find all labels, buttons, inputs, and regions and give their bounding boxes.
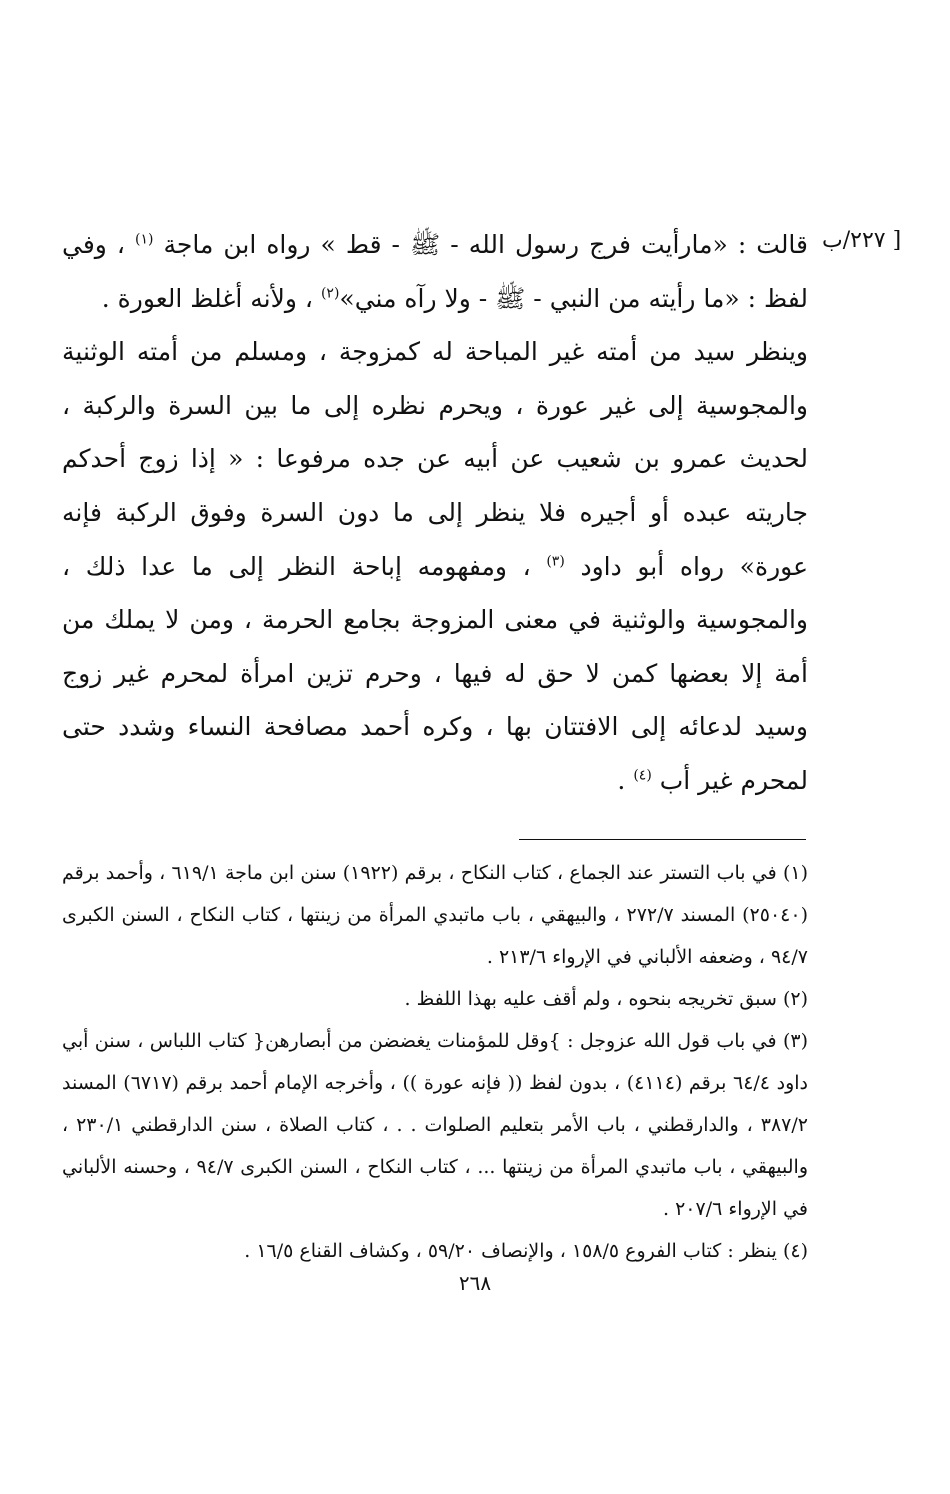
manuscript-folio-marker: [ ٢٢٧/ب (822, 228, 902, 253)
footnotes (62, 852, 808, 1272)
footnote-number: (١) (782, 862, 809, 884)
footnote-text: ينظر : كتاب الفروع ١٥٨/٥ ، والإنصاف ٥٩/٢٠ ، وكشاف القناع ١٦/٥ . (244, 1240, 777, 1262)
footnote-number: (٤) (782, 1240, 808, 1262)
paragraph-text: ، ولأنه أغلظ العورة . (101, 283, 321, 313)
footnote (62, 978, 808, 1020)
footnote-number: (٢) (782, 988, 808, 1010)
paragraph-text: ، ومفهومه إباحة النظر إلى ما عدا ذلك ، والمجوسية والوثنية في معنى المزوجة بجامع الحرمة ، ومن لا يملك من أمة إلا بعضها كمن لا حق له فيها ، وحرم تزين امرأة لمحرم غير زوج وسيد لدعائه إلى الافتتان بها ، وكره أحمد مصافحة النساء وشدد حتى لمحرم غير أب (62, 551, 808, 795)
footnote-ref: (٢) (320, 285, 340, 302)
page-number: ٢٦٨ (458, 1271, 492, 1295)
footnote-number: (٣) (782, 1030, 808, 1052)
footnote-ref: (١) (134, 231, 154, 248)
paragraph-text: قالت : «مارأيت فرج رسول الله - ﷺ - قط » رواه ابن ماجة (153, 230, 809, 259)
paragraph (62, 325, 808, 807)
footnote (62, 1020, 808, 1230)
footnote-text: في باب قول الله عزوجل : }وقل للمؤمنات يغضضن من أبصارهن{ كتاب اللباس ، سنن أبي داود ٦٤/٤ برقم (٤١١٤) ، بدون لفظ (( فإنه عورة )) ، وأخرجه الإمام أحمد برقم (٦٧١٧) المسند ٣٨٧/٢ ، والدارقطني ، باب الأمر بتعليم الصلوات . . ، كتاب الصلاة ، سنن الدارقطني ٢٣٠/١ ، والبيهقي ، باب ماتبدي المرأة من زينتها ... ، كتاب النكاح ، السنن الكبرى ٩٤/٧ ، وحسنه الألباني في الإرواء ٢٠٧/٦ . (62, 1030, 808, 1220)
footnote-ref: (٤) (633, 767, 652, 784)
footnote-text: في باب التستر عند الجماع ، كتاب النكاح ، برقم (١٩٢٢) سنن ابن ماجة ٦١٩/١ ، وأحمد برقم (٢٥٠٤٠) المسند ٢٧٢/٧ ، والبيهقي ، باب ماتبدي المرأة من زينتها ، كتاب النكاح ، السنن الكبرى ٩٤/٧ ، وضعفه الألباني في الإرواء ٢١٣/٦ . (62, 862, 808, 968)
footnote-separator (519, 839, 806, 840)
paragraph (62, 218, 808, 325)
paragraph-text: وينظر سيد من أمته غير المباحة له كمزوجة ، ومسلم من أمته الوثنية والمجوسية إلى غير عورة ، ويحرم نظره إلى ما بين السرة والركبة ، لحديث عمرو بن شعيب عن أبيه عن جده مرفوعا : « إذا زوج أحدكم جاريته عبده أو أجيره فلا ينظر إلى ما دون السرة وفوق الركبة فإنه عورة» رواه أبو داود (62, 337, 808, 581)
footnote-text: سبق تخريجه بنحوه ، ولم أقف عليه بهذا اللفظ . (404, 988, 777, 1010)
footnote (62, 852, 808, 978)
paragraph-text: . (617, 765, 634, 795)
main-text (62, 218, 808, 808)
footnote (62, 1230, 808, 1272)
footnote-ref: (٣) (546, 553, 565, 570)
paragraph-text: ، وفي لفظ : «ما رأيته من النبي - ﷺ - ولا رآه مني» (62, 230, 808, 313)
